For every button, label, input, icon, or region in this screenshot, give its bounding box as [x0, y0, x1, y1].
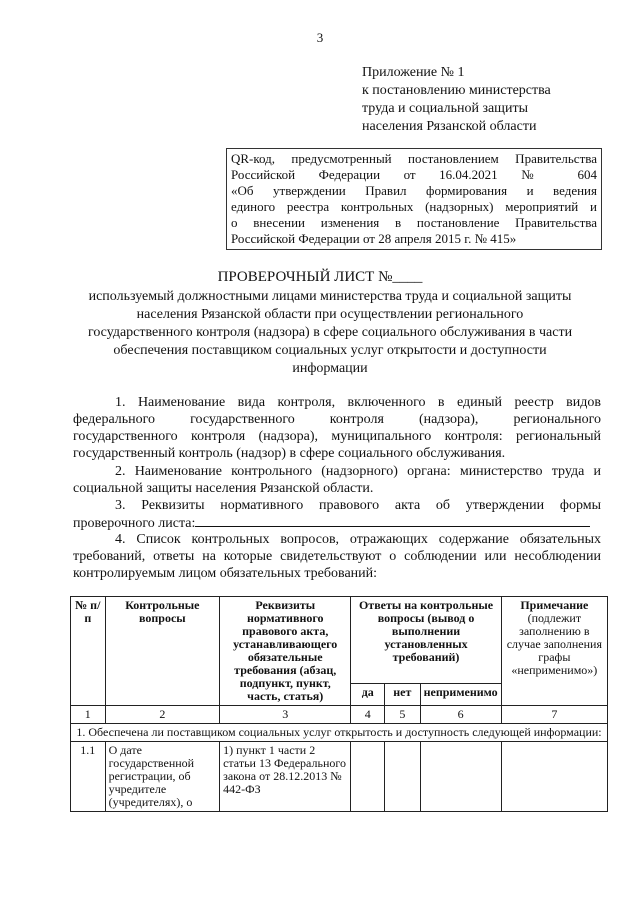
paragraph-line: [73, 514, 601, 532]
note-cell[interactable]: [501, 742, 607, 812]
header-requisites: Реквизиты нормативного правового акта, устанавливающего обязательные требования (абзац, подпункт, пункт, часть, статья): [220, 597, 351, 706]
header-note-text: (подлежит заполнению в случае заполнения графы «неприменимо»): [506, 611, 602, 677]
item-1-paragraph: [73, 394, 601, 462]
qr-note-line: QR-код, предусмотренный постановлением Правительства: [231, 151, 597, 166]
subtitle-line: населения Рязанской области при осуществлении регионального: [136, 307, 524, 322]
column-number-cell: 3: [220, 706, 351, 724]
header-questions: Контрольные вопросы: [105, 597, 220, 706]
header-note: [501, 597, 607, 706]
answer-not-applicable-cell[interactable]: [420, 742, 501, 812]
subtitle-line: обеспечения поставщиком социальных услуг открытости и доступности: [113, 343, 547, 358]
paragraph-line: 1. Наименование вида контроля, включенного в единый реестр видов: [115, 395, 601, 410]
appendix-line: населения Рязанской области: [362, 119, 537, 134]
paragraph-line: социальной защиты населения Рязанской области.: [73, 481, 374, 496]
checklist-table: [70, 596, 608, 812]
qr-note-line: Российской Федерации от 28 апреля 2015 г. № 415»: [231, 231, 517, 246]
paragraph-line: 4. Список контрольных вопросов, отражающих содержание обязательных: [115, 532, 601, 547]
answer-no-cell[interactable]: [385, 742, 421, 812]
qr-code-note-box: [226, 148, 602, 250]
paragraph-line-text: проверочного листа:: [73, 516, 196, 531]
subtitle-line: информации: [292, 361, 368, 376]
paragraph-line: государственный контроль (надзор) в сфере социального обслуживания.: [73, 446, 506, 461]
header-no: нет: [385, 683, 421, 705]
appendix-line: к постановлению министерства: [362, 83, 551, 98]
item-3-paragraph: [73, 497, 601, 532]
paragraph-line: требований, ответы на которые свидетельствуют о соблюдении или несоблюдении: [73, 549, 601, 564]
subtitle-line: государственного контроля (надзора) в сфере социального обслуживания в части: [87, 325, 573, 340]
blank-underline: [195, 514, 590, 527]
paragraph-line: контролируемым лицом обязательных требований:: [73, 566, 378, 581]
answer-yes-cell[interactable]: [351, 742, 385, 812]
header-note-title: Примечание: [520, 598, 589, 612]
page-number: 3: [316, 30, 324, 45]
appendix-line: труда и социальной защиты: [362, 101, 528, 116]
document-title: ПРОВЕРОЧНЫЙ ЛИСТ №____: [217, 269, 423, 285]
qr-note-line: о внесении изменения в постановление Правительства: [231, 215, 597, 230]
header-number: № п/п: [71, 597, 106, 706]
qr-note-line: Российской Федерации от 16.04.2021 № 604: [231, 167, 597, 182]
row-question-cell: О дате государственной регистрации, об учредителе (учредителях), о: [105, 742, 220, 812]
paragraph-line: федерального государственного контроля (надзора), регионального: [73, 412, 601, 427]
column-number-cell: 4: [351, 706, 385, 724]
item-2-paragraph: [73, 463, 601, 497]
header-yes: да: [351, 683, 385, 705]
paragraph-line: 3. Реквизиты нормативного правового акта об утверждении формы: [115, 498, 601, 513]
row-requisite-cell: 1) пункт 1 части 2 статьи 13 Федерального закона от 28.12.2013 № 442-ФЗ: [220, 742, 351, 812]
appendix-line: Приложение № 1: [362, 65, 465, 80]
subtitle-line: используемый должностными лицами министерства труда и социальной защиты: [88, 289, 572, 304]
document-subtitle: [60, 288, 600, 378]
column-number-cell: 2: [105, 706, 220, 724]
column-number-cell: 7: [501, 706, 607, 724]
item-4-paragraph: [73, 531, 601, 582]
column-number-cell: 1: [71, 706, 106, 724]
qr-note-line: «Об утверждении Правил формирования и ведения: [231, 183, 597, 198]
column-number-cell: 6: [420, 706, 501, 724]
qr-note-line: единого реестра контрольных (надзорных) мероприятий и: [231, 199, 597, 214]
paragraph-line: 2. Наименование контрольного (надзорного) органа: министерство труда и: [115, 464, 601, 479]
column-number-cell: 5: [385, 706, 421, 724]
paragraph-line: государственного контроля (надзора), муниципального контроля: региональный: [73, 429, 601, 444]
row-number-cell: 1.1: [71, 742, 106, 812]
header-answers: Ответы на контрольные вопросы (вывод о выполнении установленных требований): [351, 597, 501, 684]
header-not-applicable: неприменимо: [420, 683, 501, 705]
appendix-block: [362, 64, 551, 136]
table-row: [71, 742, 608, 812]
section-heading-row: 1. Обеспечена ли поставщиком социальных услуг открытость и доступность следующей информации:: [71, 724, 608, 742]
